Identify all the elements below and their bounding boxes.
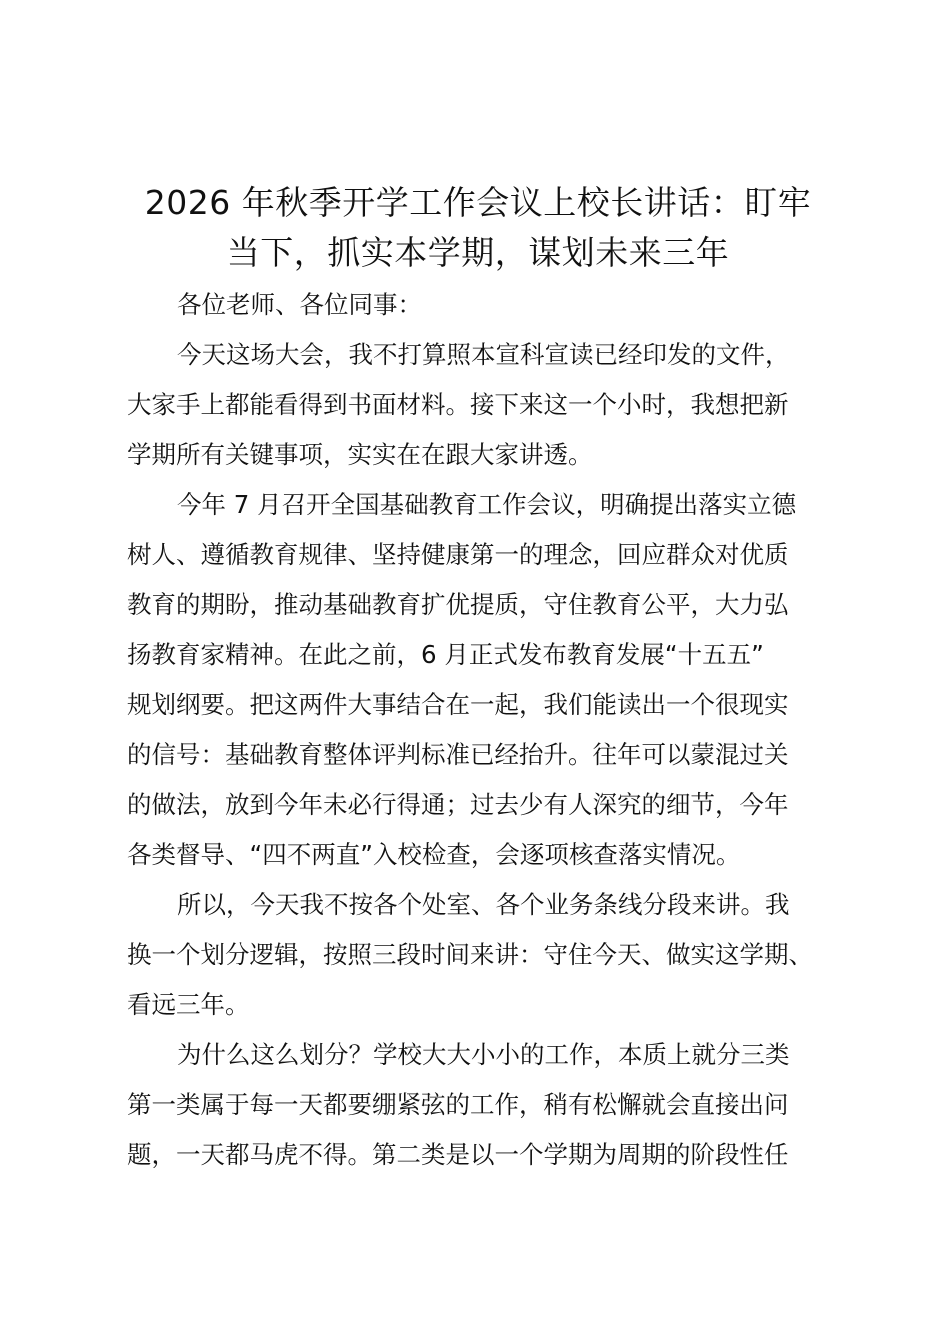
paragraph: [127, 330, 847, 480]
paragraph-line: 学期所有关键事项，实实在在跟大家讲透。: [127, 440, 593, 469]
paragraph-line: 扬教育家精神。在此之前，6 月正式发布教育发展“十五五”: [127, 640, 764, 669]
paragraph-line: 看远三年。: [127, 990, 250, 1019]
paragraph-line: 换一个划分逻辑，按照三段时间来讲：守住今天、做实这学期、: [127, 940, 813, 969]
paragraph-line: 树人、遵循教育规律、坚持健康第一的理念，回应群众对优质: [127, 540, 789, 569]
paragraph-line: 题，一天都马虎不得。第二类是以一个学期为周期的阶段性任: [127, 1140, 789, 1169]
paragraph: [127, 1030, 847, 1180]
paragraph-line: 今天这场大会，我不打算照本宣科宣读已经印发的文件，: [177, 340, 790, 369]
paragraph-line: 各类督导、“四不两直”入校检查，会逐项核查落实情况。: [127, 840, 741, 869]
salutation-text: 各位老师、各位同事：: [177, 290, 422, 319]
paragraph-line: 的做法，放到今年未必行得通；过去少有人深究的细节，今年: [127, 790, 789, 819]
document-title: [120, 178, 836, 278]
paragraph-line: 今年 7 月召开全国基础教育工作会议，明确提出落实立德: [177, 490, 797, 519]
paragraph-line: 大家手上都能看得到书面材料。接下来这一个小时，我想把新: [127, 390, 789, 419]
paragraph: [127, 880, 847, 1030]
paragraph-line: 的信号：基础教育整体评判标准已经抬升。往年可以蒙混过关: [127, 740, 789, 769]
title-line: 2026 年秋季开学工作会议上校长讲话：盯牢: [144, 183, 812, 222]
paragraph-line: 为什么这么划分？学校大大小小的工作，本质上就分三类: [177, 1040, 790, 1069]
paragraph-line: 教育的期盼，推动基础教育扩优提质，守住教育公平，大力弘: [127, 590, 789, 619]
paragraph-line: 所以，今天我不按各个处室、各个业务条线分段来讲。我: [177, 890, 790, 919]
paragraph: [127, 480, 847, 880]
title-line: 当下，抓实本学期，谋划未来三年: [226, 233, 730, 272]
paragraph-line: 规划纲要。把这两件大事结合在一起，我们能读出一个很现实: [127, 690, 789, 719]
salutation: [127, 280, 847, 330]
paragraph-line: 第一类属于每一天都要绷紧弦的工作，稍有松懈就会直接出问: [127, 1090, 789, 1119]
document-body: [127, 280, 847, 1180]
